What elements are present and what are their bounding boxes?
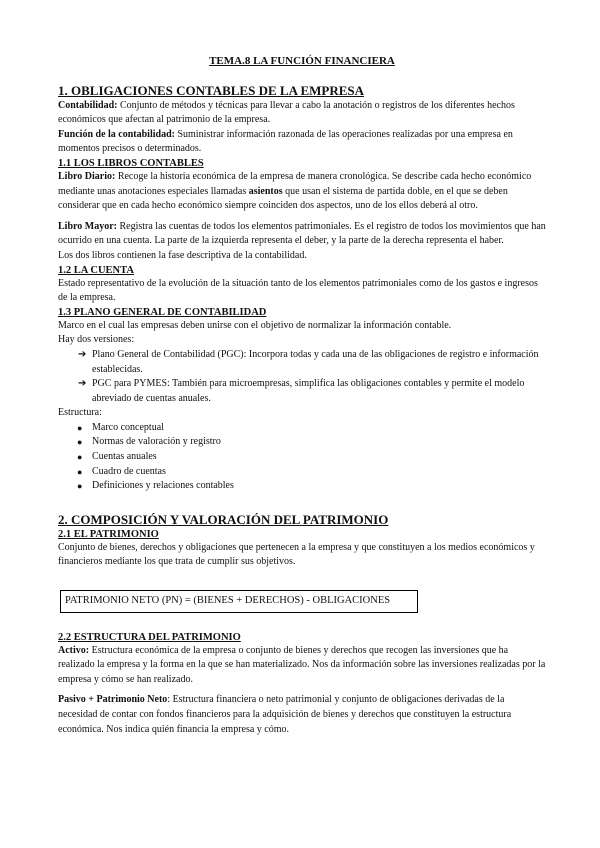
list-item [58,421,546,436]
list-item [58,377,546,406]
versions-list [58,348,546,406]
libro-diario-text-1: Recoge la historia económica de la empresa de manera cronológica. Se describe cada hecho económico mediante unas anotaciones especiales llamadas [58,170,532,197]
section-1-1-heading: 1.1 LOS LIBROS CONTABLES [58,157,204,169]
patrimonio-formula-box: PATRIMONIO NETO (PN) = (BIENES + DERECHOS) - OBLIGACIONES [60,590,418,613]
page-title: TEMA.8 LA FUNCIÓN FINANCIERA [209,55,395,67]
funcion-text: Suministrar información razonada de las operaciones realizadas por una empresa en momentos precisos o determinados. [58,128,513,155]
contabilidad-text: Conjunto de métodos y técnicas para llevar a cabo la anotación o registros de los diferentes hechos económicos que afectan al patrimonio de la empresa. [58,99,515,126]
patrimonio-definition: Conjunto de bienes, derechos y obligaciones que pertenecen a la empresa y que constituyen a los medios económicos y financieros mediante los que trata de cumplir sus objetivos. [58,541,535,568]
bullet-icon: ● [77,452,83,463]
bullet-icon: ● [77,422,83,433]
section-2-heading: 2. COMPOSICIÓN Y VALORACIÓN DEL PATRIMONIO [58,511,389,527]
bullet-icon: ● [77,437,83,448]
asientos-term: asientos [248,185,283,197]
bullet-icon: ● [77,481,83,492]
libro-mayor-paragraph [58,220,546,249]
versions-label: Hay dos versiones: [58,334,135,346]
section-1-2-heading: 1.2 LA CUENTA [58,264,134,276]
libros-note: Los dos libros contienen la fase descriptiva de la contabilidad. [58,249,307,261]
version-text: PGC para PYMES: También para microempresas, simplifica las obligaciones contables y permite el modelo abreviado de cuentas anuales. [92,378,525,404]
contabilidad-definition [58,99,546,128]
libro-mayor-text: Registra las cuentas de todos los elementos patrimoniales. Es el registro de todos los movimientos que han ocurrido en una cuenta. La parte de la izquierda representa el deber, y la parte de la derecha representa el haber. [58,220,546,247]
list-item [58,348,546,377]
bullet-icon: ● [77,466,83,477]
funcion-term: Función de la contabilidad: [58,128,175,140]
list-item [58,450,546,465]
version-text: Plano General de Contabilidad (PGC): Incorpora todas y cada una de las obligaciones de registro e información establecidas. [92,348,539,375]
libro-mayor-term: Libro Mayor: [58,220,117,232]
structure-list [58,421,546,494]
cuenta-definition: Estado representativo de la evolución de la situación tanto de los elementos patrimoniales como de los gastos e ingresos de la empresa. [58,277,538,304]
contabilidad-term: Contabilidad: [58,99,118,111]
libro-diario-paragraph [58,170,546,214]
libro-diario-term: Libro Diario: [58,170,116,182]
arrow-icon: ➔ [78,378,87,390]
structure-text: Cuadro de cuentas [92,465,166,477]
section-2-2-heading: 2.2 ESTRUCTURA DEL PATRIMONIO [58,631,241,643]
list-item [58,465,546,480]
arrow-icon: ➔ [78,348,87,360]
structure-text: Cuentas anuales [92,451,157,463]
libro-diario-text-2: que usan el sistema de partida doble, en el que se deben considerar que en cada hecho económico siempre coinciden dos aspectos, uno de los ellos deberá al otro. [58,185,508,212]
pasivo-paragraph [58,693,546,737]
funcion-definition [58,128,546,157]
structure-label: Estructura: [58,407,102,419]
plano-intro: Marco en el cual las empresas deben unirse con el objetivo de normalizar la información contable. [58,319,452,331]
document-page [58,54,546,737]
section-1-3-heading: 1.3 PLANO GENERAL DE CONTABILIDAD [58,306,267,318]
activo-term: Activo: [58,644,90,656]
section-1-heading: 1. OBLIGACIONES CONTABLES DE LA EMPRESA [58,82,365,98]
pasivo-text: : Estructura financiera o neto patrimonial y conjunto de obligaciones derivadas de la necesidad de contar con fondos financieros para la adquisición de bienes y derechos que constituyen la estructura económica. Nos indica quién financia la empresa y cómo. [58,694,512,735]
list-item [58,435,546,450]
structure-text: Normas de valoración y registro [92,436,221,448]
structure-text: Marco conceptual [92,421,164,433]
activo-text: Estructura económica de la empresa o conjunto de bienes y derechos que recogen las inversiones que ha realizado la empresa y la forma en la que se han materializado. Nos da información sobre las inversiones realizadas por la empresa y cómo se han realizado. [58,644,546,685]
section-2-1-heading: 2.1 EL PATRIMONIO [58,528,159,540]
pasivo-term: Pasivo + Patrimonio Neto [58,694,168,706]
structure-text: Definiciones y relaciones contables [92,480,234,492]
activo-paragraph [58,644,546,688]
list-item [58,479,546,494]
